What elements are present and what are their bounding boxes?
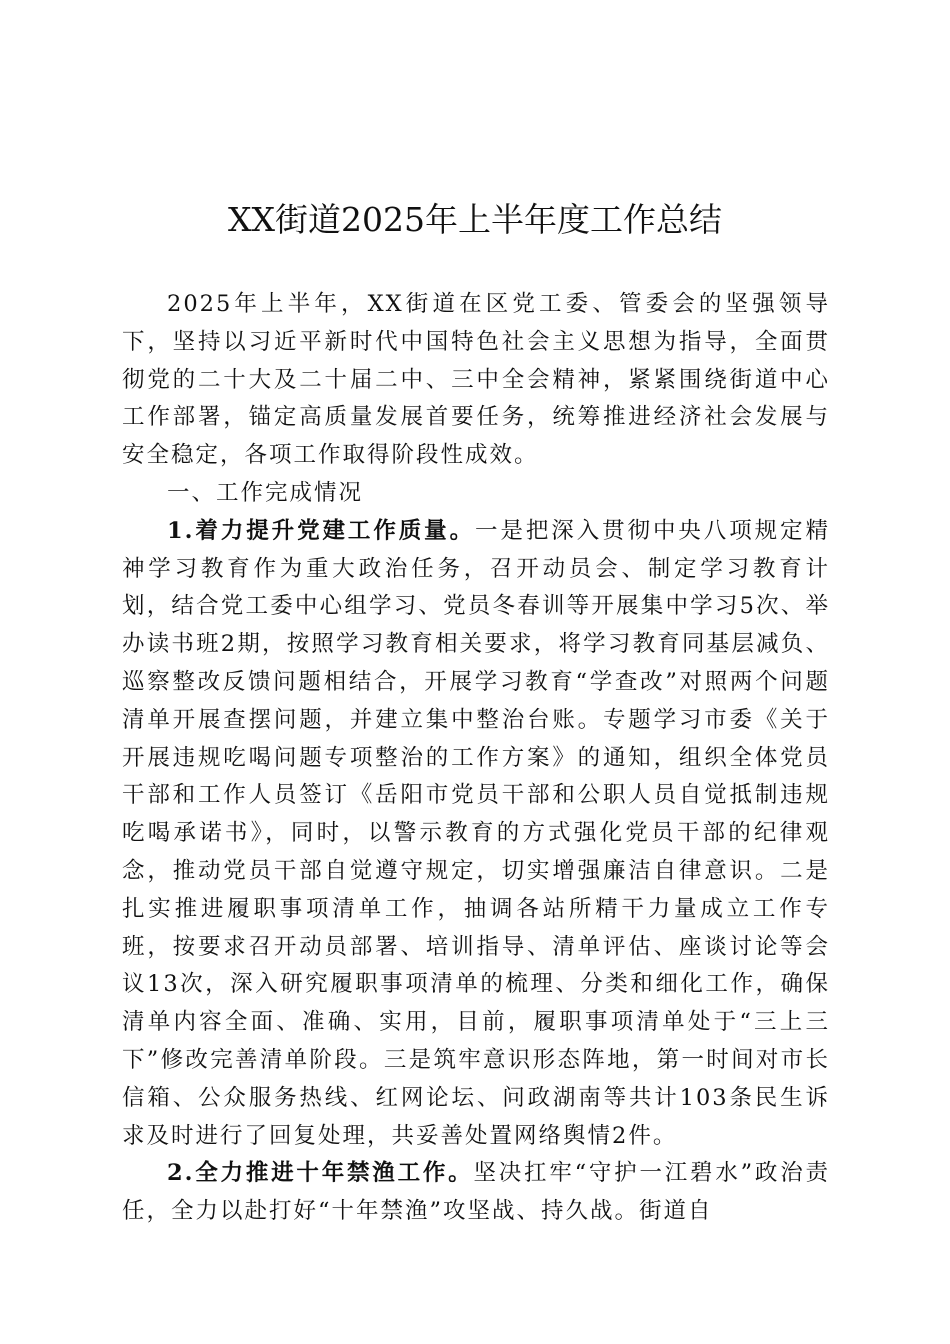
item-2-lead: 2.全力推进十年禁渔工作。 bbox=[167, 1160, 474, 1187]
item-1-text: 一是把深入贯彻中央八项规定精神学习教育作为重大政治任务，召开动员会、制定学习教育计划，结合党工委中心组学习、党员冬春训等开展集中学习5次、举办读书班2期，按照学习教育相关要求，将学习教育同基层减负、巡察整改反馈问题相结合，开展学习教育“学查改”对照两个问题清单开展查摆问题，并建立集中整治台账。专题学习市委《关于开展违规吃喝问题专项整治的工作方案》的通知，组织全体党员干部和工作人员签订《岳阳市党员干部和公职人员自觉抵制违规吃喝承诺书》，同时，以警示教育的方式强化党员干部的纪律观念，推动党员干部自觉遵守规定，切实增强廉洁自律意识。二是扎实推进履职事项清单工作，抽调各站所精干力量成立工作专班，按要求召开动员部署、培训指导、清单评估、座谈讨论等会议13次，深入研究履职事项清单的梳理、分类和细化工作，确保清单内容全面、准确、实用，目前，履职事项清单处于“三上三下”修改完善清单阶段。三是筑牢意识形态阵地，第一时间对市长信箱、公众服务热线、红网论坛、问政湖南等共计103条民生诉求及时进行了回复处理，共妥善处置网络舆情2件。 bbox=[122, 517, 830, 1149]
document-body bbox=[122, 286, 830, 1231]
item-1-lead: 1.着力提升党建工作质量。 bbox=[167, 517, 476, 544]
item-1-paragraph bbox=[122, 513, 830, 1156]
section-heading: 一、工作完成情况 bbox=[167, 479, 364, 506]
document-title: XX街道2025年上半年度工作总结 bbox=[228, 200, 722, 239]
item-2-text: 坚决扛牢“守护一江碧水”政治责任，全力以赴打好“十年禁渔”攻坚战、持久战。街道自 bbox=[122, 1160, 830, 1225]
intro-paragraph: 2025年上半年，XX街道在区党工委、管委会的坚强领导下，坚持以习近平新时代中国特色社会主义思想为指导，全面贯彻党的二十大及二十届二中、三中全会精神，紧紧围绕街道中心工作部署，锚定高质量发展首要任务，统筹推进经济社会发展与安全稳定，各项工作取得阶段性成效。 bbox=[122, 291, 830, 469]
item-2-paragraph bbox=[122, 1155, 830, 1231]
